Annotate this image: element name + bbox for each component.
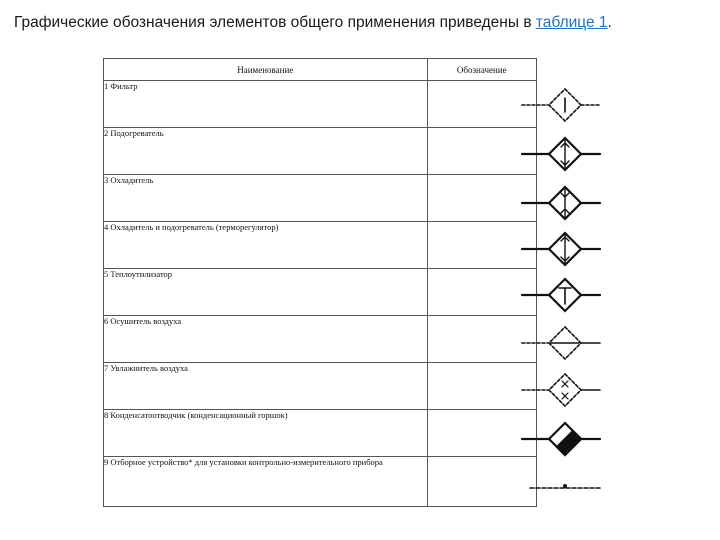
heading-text: Графические обозначения элементов общего применения приведены в [14,14,536,31]
symbol-cell [427,363,536,410]
table-row [104,222,537,269]
row-name: 9 Отборное устройство* для установки контрольно-измерительного прибора [104,457,428,507]
table-row [104,269,537,316]
symbol-cell [427,175,536,222]
table-row [104,175,537,222]
row-name: 5 Теплоутилизатор [104,269,428,316]
row-name: 8 Конденсатоотводчик (конденсационный горшок) [104,410,428,457]
symbol-cell [427,316,536,363]
symbol-cell [427,128,536,175]
symbol-cell [427,457,536,507]
symbol-cell [427,81,536,128]
heading-tail: . [607,14,612,31]
table-row [104,128,537,175]
column-header-symbol: Обозначение [427,59,536,81]
column-header-name: Наименование [104,59,428,81]
row-name: 7 Увлажнитель воздуха [104,363,428,410]
table-row [104,81,537,128]
sampling-device-icon [530,484,600,488]
table-row [104,316,537,363]
table-header-row [104,59,537,81]
row-name: 2 Подогреватель [104,128,428,175]
table-row [104,363,537,410]
row-name: 1 Фильтр [104,81,428,128]
page-heading [14,13,714,33]
symbol-cell [427,222,536,269]
symbol-cell [427,269,536,316]
row-name: 6 Осушитель воздуха [104,316,428,363]
symbols-table [103,58,537,507]
row-name: 3 Охладитель [104,175,428,222]
table-row [104,410,537,457]
symbol-cell [427,410,536,457]
table-reference-link[interactable]: таблице 1 [535,14,608,31]
table-row [104,457,537,507]
row-name: 4 Охладитель и подогреватель (терморегулятор) [104,222,428,269]
